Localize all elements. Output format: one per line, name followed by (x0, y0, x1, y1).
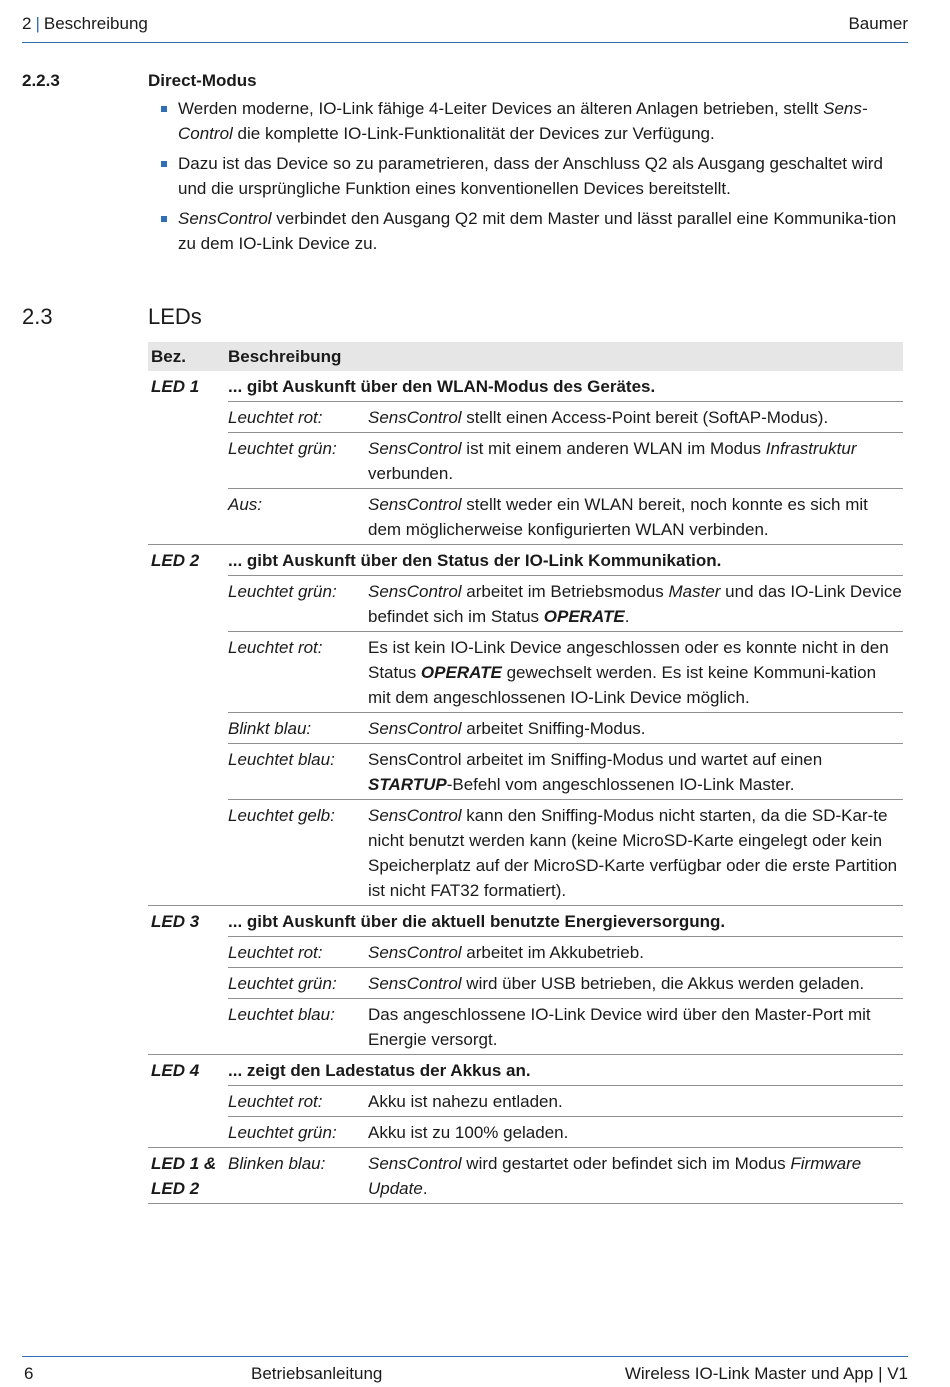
led-group (148, 545, 903, 906)
page-number: 6 (24, 1364, 34, 1383)
led-state: Leuchtet blau: (228, 750, 335, 769)
led-state: Leuchtet blau: (228, 1005, 335, 1024)
header-chapter: 2 | Beschreibung (22, 14, 148, 33)
led-name: LED 2 (151, 551, 200, 570)
led-description: SensControl arbeitet im Akkubetrieb. (368, 943, 644, 962)
table-row (228, 433, 903, 489)
led-group-title: ... gibt Auskunft über die aktuell benutzte Energieversorgung. (228, 906, 903, 937)
table-row (228, 576, 903, 632)
list-item: SensControl verbindet den Ausgang Q2 mit dem Master und lässt parallel eine Kommunika-tion zu dem IO-Link Device zu. (158, 206, 903, 256)
column-header-bez: Bez. (151, 347, 186, 366)
led-state: Leuchtet grün: (228, 439, 337, 458)
table-row (228, 937, 903, 968)
table-row (228, 632, 903, 713)
led-description: SensControl wird über USB betrieben, die Akkus werden geladen. (368, 974, 865, 993)
led-state: Leuchtet rot: (228, 638, 323, 657)
table-row (228, 402, 903, 433)
table-row (228, 800, 903, 905)
led-state: Leuchtet rot: (228, 1092, 323, 1111)
bullet-list (158, 96, 903, 261)
led-description: Akku ist nahezu entladen. (368, 1092, 563, 1111)
section-number: 2.2.3 (22, 71, 60, 90)
led-description: Es ist kein IO-Link Device angeschlossen oder es konnte nicht in den Status OPERATE gewechselt werden. Es ist keine Kommuni-kation mit dem angeschlossenen IO-Link Device möglich. (368, 638, 889, 707)
table-row (228, 999, 903, 1054)
led-description: SensControl arbeitet Sniffing-Modus. (368, 719, 646, 738)
table-row (228, 1086, 903, 1117)
list-item: Dazu ist das Device so zu parametrieren, dass der Anschluss Q2 als Ausgang geschaltet wird und die ursprüngliche Funktion eines konventionellen Devices bereitstellt. (158, 151, 903, 201)
chapter-heading-title: LEDs (148, 304, 202, 329)
page-footer (22, 1356, 908, 1387)
led-group-title: ... gibt Auskunft über den Status der IO-Link Kommunikation. (228, 545, 903, 576)
led-table (148, 342, 903, 1204)
led-state: Leuchtet rot: (228, 408, 323, 427)
led-name: LED 1 (151, 377, 200, 396)
table-row (228, 713, 903, 744)
led-name: LED 1 & LED 2 (151, 1154, 217, 1198)
led-description: SensControl arbeitet im Sniffing-Modus und wartet auf einen STARTUP-Befehl vom angeschlossenen IO-Link Master. (368, 750, 823, 794)
header-brand: Baumer (848, 14, 908, 33)
led-description: SensControl ist mit einem anderen WLAN im Modus Infrastruktur verbunden. (368, 439, 857, 483)
table-row (228, 489, 903, 544)
led-description: SensControl stellt einen Access-Point bereit (SoftAP-Modus). (368, 408, 829, 427)
led-group-title: ... gibt Auskunft über den WLAN-Modus des Gerätes. (228, 371, 903, 402)
led-name: LED 3 (151, 912, 200, 931)
table-body (148, 371, 903, 1204)
led-group (148, 906, 903, 1055)
led-group (148, 1148, 903, 1204)
table-header (148, 342, 903, 371)
led-description: Das angeschlossene IO-Link Device wird über den Master-Port mit Energie versorgt. (368, 1005, 871, 1049)
footer-product: Wireless IO-Link Master und App | V1 (624, 1364, 908, 1383)
led-group (148, 1055, 903, 1148)
chapter-number: 2 (22, 14, 32, 33)
led-state: Blinkt blau: (228, 719, 312, 738)
led-group (148, 371, 903, 545)
list-item: Werden moderne, IO-Link fähige 4-Leiter Devices an älteren Anlagen betrieben, stellt Sens-Control die komplette IO-Link-Funktionalität der Devices zur Verfügung. (158, 96, 903, 146)
table-row (228, 968, 903, 999)
table-row (228, 744, 903, 800)
led-state: Blinken blau: (228, 1154, 326, 1173)
led-description: SensControl stellt weder ein WLAN bereit, noch konnte es sich mit dem möglicherweise konfigurierten WLAN verbinden. (368, 495, 868, 539)
led-group-title: ... zeigt den Ladestatus der Akkus an. (228, 1055, 903, 1086)
led-description: Akku ist zu 100% geladen. (368, 1123, 569, 1142)
led-state: Leuchtet grün: (228, 974, 337, 993)
page-header (22, 14, 908, 43)
led-state: Leuchtet grün: (228, 582, 337, 601)
led-description: SensControl kann den Sniffing-Modus nicht starten, da die SD-Kar-te nicht benutzt werden kann (keine MicroSD-Karte eingelegt oder kein Speicherplatz auf der MicroSD-Karte verfügbar oder die erste Partition ist nicht FAT32 formatiert). (368, 806, 898, 900)
table-row (228, 1148, 903, 1203)
section-title: Direct-Modus (148, 71, 257, 90)
led-state: Leuchtet rot: (228, 943, 323, 962)
column-header-beschreibung: Beschreibung (228, 347, 342, 366)
table-row (228, 1117, 903, 1147)
led-state: Leuchtet grün: (228, 1123, 337, 1142)
chapter-title: Beschreibung (43, 14, 148, 33)
led-description: SensControl wird gestartet oder befindet sich im Modus Firmware Update. (368, 1154, 862, 1198)
footer-doc-type: Betriebsanleitung (251, 1364, 383, 1383)
chapter-heading-number: 2.3 (22, 304, 53, 329)
led-state: Leuchtet gelb: (228, 806, 335, 825)
led-state: Aus: (228, 495, 263, 514)
led-name: LED 4 (151, 1061, 200, 1080)
led-description: SensControl arbeitet im Betriebsmodus Master und das IO-Link Device befindet sich im Status OPERATE. (368, 582, 902, 626)
